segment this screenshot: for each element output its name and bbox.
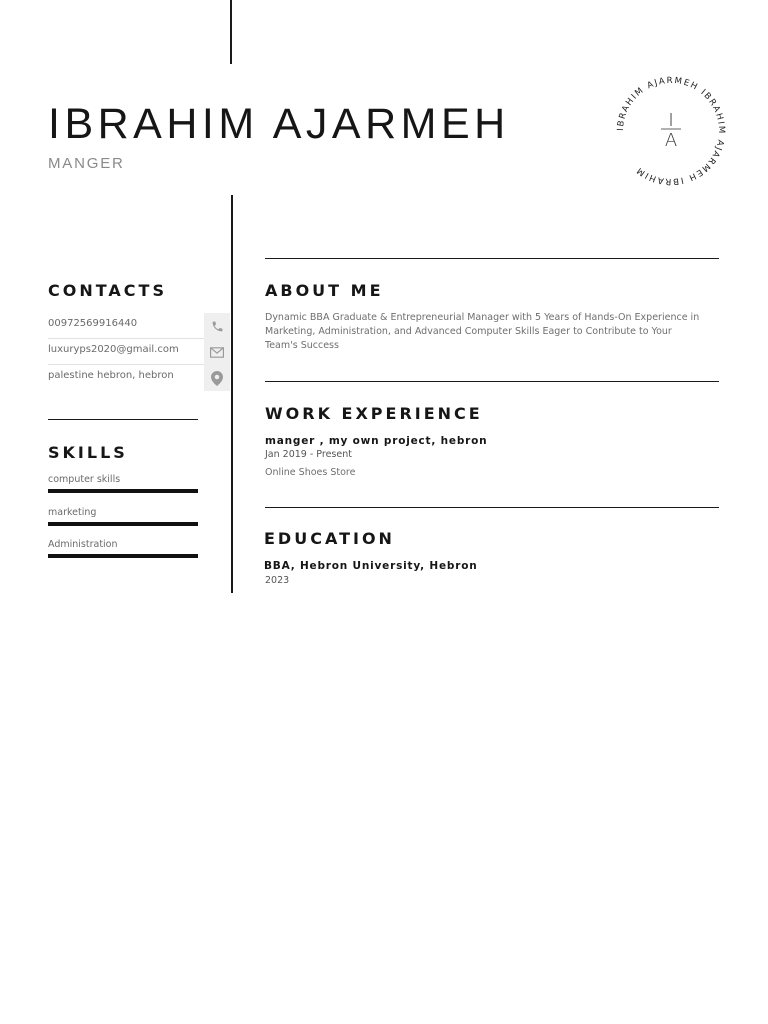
work-entry-title: manger , my own project, hebron [265,435,488,447]
skill-bar [48,489,198,493]
contact-email-text[interactable]: luxuryps2020@gmail.com [48,344,179,355]
skill-bar-fill [48,522,198,526]
top-divider-line [230,0,232,64]
contacts-heading: CONTACTS [48,281,167,300]
contact-location-text: palestine hebron, hebron [48,370,174,381]
about-text: Dynamic BBA Graduate & Entrepreneurial Manager with 5 Years of Hands-On Experience in Marketing, Administration, and Advanced Computer Skills Eager to Contribute to Your Team's Success [265,312,700,351]
contact-location-row [48,365,230,391]
work-divider [265,381,719,382]
skills-heading: SKILLS [48,443,128,462]
skill-bar [48,522,198,526]
education-entry-date: 2023 [265,575,290,586]
work-entry-description: Online Shoes Store [265,467,356,478]
column-divider-line [231,195,233,593]
monogram-ring-text: IBRAHIM AJARMEH IBRAHIM AJARMEH IBRAHIM [615,75,727,187]
mail-icon [204,339,230,365]
skill-bar [48,554,198,558]
work-entry-date: Jan 2019 - Present [265,449,352,460]
skill-label: computer skills [48,474,121,485]
monogram-initial-top: I [668,110,674,131]
monogram-initial-bottom: A [664,130,678,151]
skill-bar-fill [48,554,198,558]
work-heading: WORK EXPERIENCE [265,404,483,423]
contact-email-row [48,339,230,365]
skill-label: Administration [48,539,118,550]
location-pin-icon [204,365,230,391]
phone-icon [204,313,230,339]
contact-phone-row [48,313,230,339]
candidate-name: IBRAHIM AJARMEH [48,100,510,148]
about-heading: ABOUT ME [265,281,384,300]
skill-label: marketing [48,507,97,518]
contacts-divider [48,419,198,420]
skill-bar-fill [48,489,198,493]
education-heading: EDUCATION [264,529,395,548]
candidate-title: MANGER [48,155,125,172]
about-divider [265,258,719,259]
education-entry-title: BBA, Hebron University, Hebron [264,560,478,572]
contact-phone-text[interactable]: 00972569916440 [48,318,138,329]
monogram-seal [612,72,730,190]
education-divider [265,507,719,508]
